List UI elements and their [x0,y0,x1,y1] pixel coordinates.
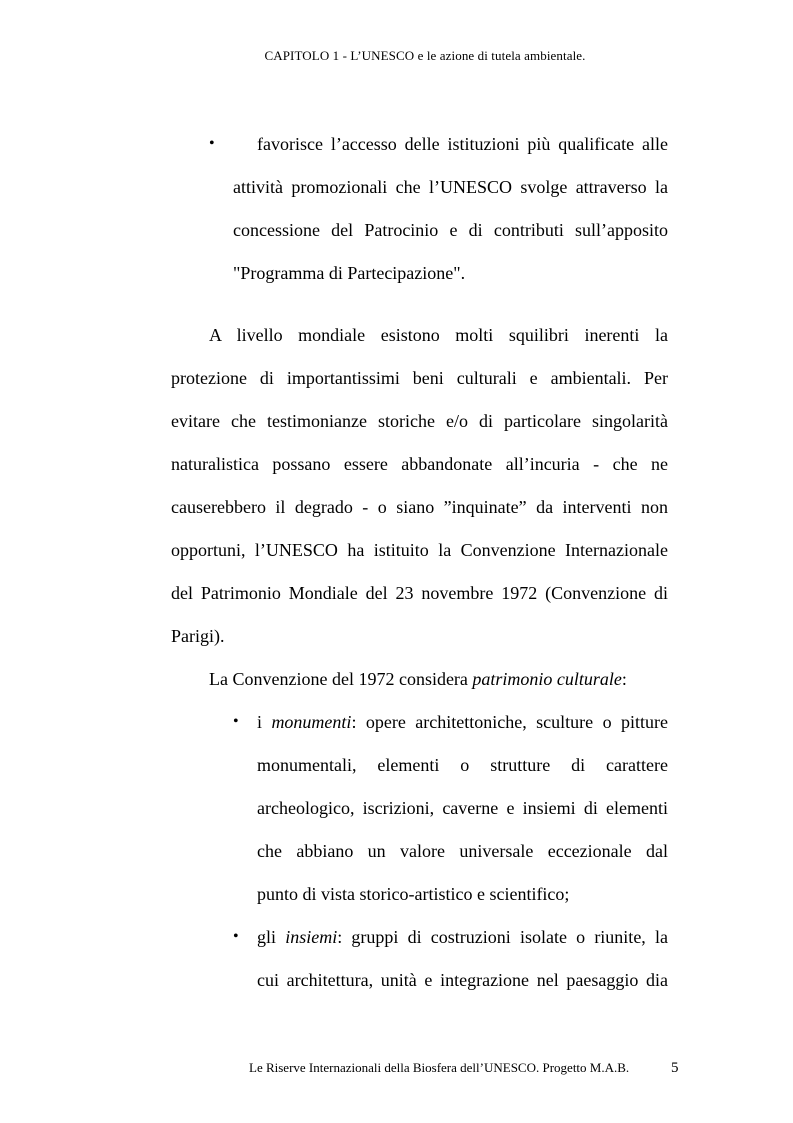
bullet-line: che abbiano un valore universale eccezionale dal [257,841,668,861]
paragraph-line: naturalistica possano essere abbandonate all’incuria - che ne [171,454,668,474]
bullet-line: punto di vista storico-artistico e scientifico; [257,884,570,904]
bullet-prefix: i [257,712,272,732]
bullet-line: favorisce l’accesso delle istituzioni più qualificate alle [257,134,668,154]
bullet-term: monumenti [271,712,352,732]
bullet-line: archeologico, iscrizioni, caverne e insiemi di elementi [257,798,668,818]
paragraph-line: Parigi). [171,626,225,646]
page-number: 5 [671,1060,679,1076]
bullet-line: concessione del Patrocinio e di contributi sull’apposito [233,220,668,240]
paragraph-line: protezione di importantissimi beni culturali e ambientali. Per [171,368,668,388]
bullet-line-first [257,711,668,733]
paragraph-line: causerebbero il degrado - o siano ”inquinate” da interventi non [171,497,668,517]
paragraph-intro [209,668,627,690]
paragraph-line: del Patrimonio Mondiale del 23 novembre 1972 (Convenzione di [171,583,668,603]
running-header: CAPITOLO 1 - L’UNESCO e le azione di tutela ambientale. [264,48,586,63]
bullet-icon: • [233,713,239,730]
paragraph-line: evitare che testimonianze storiche e/o di particolare singolarità [171,411,668,431]
intro-text: La Convenzione del 1972 considera [209,669,473,689]
paragraph-line: A livello mondiale esistono molti squilibri inerenti la [209,325,668,345]
running-footer: Le Riserve Internazionali della Biosfera dell’UNESCO. Progetto M.A.B. [249,1060,630,1075]
bullet-prefix: gli [257,927,286,947]
bullet-icon: • [233,928,239,945]
paragraph-line: opportuni, l’UNESCO ha istituito la Convenzione Internazionale [171,540,668,560]
bullet-line: "Programma di Partecipazione". [233,263,466,283]
intro-italic-term: patrimonio culturale [472,669,622,689]
bullet-icon: • [209,135,215,152]
bullet-term: insiemi [285,927,338,947]
bullet-line-first [257,926,668,948]
bullet-line: cui architettura, unità e integrazione nel paesaggio dia [257,970,668,990]
bullet-rest: : gruppi di costruzioni isolate o riunite, la [337,927,668,947]
bullet-line: monumentali, elementi o strutture di carattere [257,755,668,775]
bullet-line: attività promozionali che l’UNESCO svolge attraverso la [233,177,668,197]
bullet-rest: : opere architettoniche, sculture o pitture [351,712,668,732]
intro-end: : [621,669,627,689]
